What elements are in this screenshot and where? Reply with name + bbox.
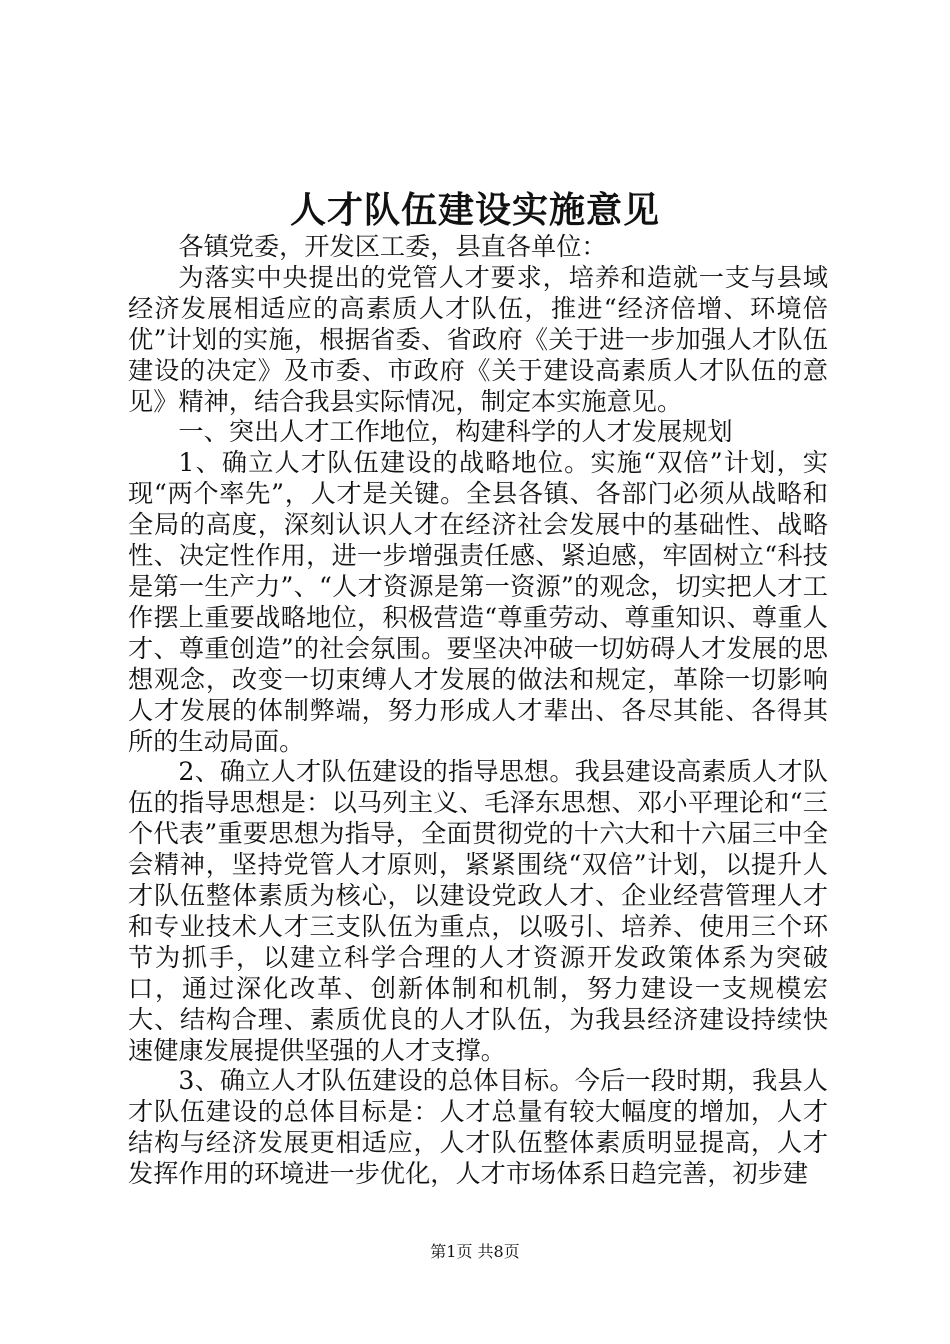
page-footer: 第1页 共8页 [430,1242,520,1261]
paragraph-item-1: 1、确立人才队伍建设的战略地位。实施“双倍”计划，实现“两个率先”，人才是关键。全县各镇、各部门必须从战略和全局的高度，深刻认识人才在经济社会发展中的基础性、战略性、决定性作用，进一步增强责任感、紧迫感，牢固树立“科技是第一生产力”、“人才资源是第一资源”的观念，切实把人才工作摆上重要战略地位，积极营造“尊重劳动、尊重知识、尊重人才、尊重创造”的社会氛围。要坚决冲破一切妨碍人才发展的思想观念，改变一切束缚人才发展的做法和规定，革除一切影响人才发展的体制弊端，努力形成人才辈出、各尽其能、各得其所的生动局面。 [128,448,828,756]
document-title: 人才队伍建设实施意见 [289,189,660,231]
document-body [128,232,828,1190]
paragraph-item-3: 3、确立人才队伍建设的总体目标。今后一段时期，我县人才队伍建设的总体目标是：人才总量有较大幅度的增加，人才结构与经济发展更相适应，人才队伍整体素质明显提高，人才发挥作用的环境进一步优化，人才市场体系日趋完善，初步建 [128,1066,828,1189]
paragraph-intro: 为落实中央提出的党管人才要求，培养和造就一支与县域经济发展相适应的高素质人才队伍，推进“经济倍增、环境倍优”计划的实施，根据省委、省政府《关于进一步加强人才队伍建设的决定》及市委、市政府《关于建设高素质人才队伍的意见》精神，结合我县实际情况，制定本实施意见。 [128,262,828,416]
section-heading-1: 一、突出人才工作地位，构建科学的人才发展规划 [178,417,733,447]
paragraph-item-2: 2、确立人才队伍建设的指导思想。我县建设高素质人才队伍的指导思想是：以马列主义、毛泽东思想、邓小平理论和“三个代表”重要思想为指导，全面贯彻党的十六大和十六届三中全会精神，坚持党管人才原则，紧紧围绕“双倍”计划，以提升人才队伍整体素质为核心，以建设党政人才、企业经营管理人才和专业技术人才三支队伍为重点，以吸引、培养、使用三个环节为抓手，以建立科学合理的人才资源开发政策体系为突破口，通过深化改革、创新体制和机制，努力建设一支规模宏大、结构合理、素质优良的人才队伍，为我县经济建设持续快速健康发展提供坚强的人才支撑。 [128,757,828,1065]
paragraph-salutation: 各镇党委，开发区工委，县直各单位： [178,232,607,261]
